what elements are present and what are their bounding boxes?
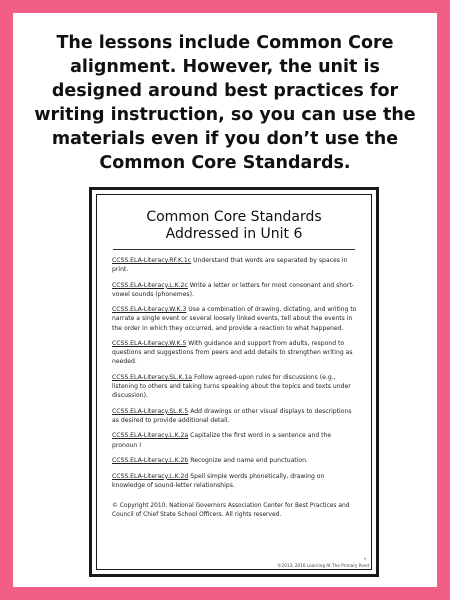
standard-code: CCSS.ELA-Literacy.L.K.2a xyxy=(112,432,189,440)
copyright-notice: © Copyright 2010. National Governors Association Center for Best Practices and Council of Chief State School Officers. All rights reserved. xyxy=(112,502,350,518)
headline: The lessons include Common Core alignment. However, the unit is designed around best practices for writing instruction, so you can use the materials even if you don’t use the Common Core Standards. xyxy=(34,33,416,173)
document-title xyxy=(97,209,371,243)
standard-item xyxy=(112,456,358,465)
standard-item xyxy=(112,472,358,490)
standard-code: CCSS.ELA-Literacy.L.K.2d xyxy=(112,472,189,480)
standard-item xyxy=(112,373,358,400)
standard-text: Capitalize the first word in a sentence and the pronoun I xyxy=(112,432,332,449)
document-title-line2: Addressed in Unit 6 xyxy=(165,226,303,242)
standard-item xyxy=(112,256,358,274)
card xyxy=(13,13,437,587)
standard-code: CCSS.ELA-Literacy.W.K.5 xyxy=(112,340,187,348)
standard-item xyxy=(112,407,358,425)
standard-item xyxy=(112,305,358,332)
document-inner-frame xyxy=(96,194,372,570)
standard-item xyxy=(112,431,358,449)
standard-text: Add drawings or other visual displays to descriptions as desired to provide additional detail. xyxy=(112,407,352,424)
standard-text: Recognize and name end punctuation. xyxy=(188,457,308,465)
document-title-line1: Common Core Standards xyxy=(146,209,322,225)
standard-code: CCSS.ELA-Literacy.RF.K.1c xyxy=(112,257,192,264)
standard-item xyxy=(112,339,358,366)
standard-code: CCSS.ELA-Literacy.SL.K.1a xyxy=(112,373,193,381)
standard-code: CCSS.ELA-Literacy.SL.K.5 xyxy=(112,407,189,415)
standard-code: CCSS.ELA-Literacy.L.K.2b xyxy=(112,457,189,465)
standard-text: Use a combination of drawing, dictating, and writing to narrate a single event or several loosely linked events, tell about the events in the order in which they occurred, and provide a reaction to what happened. xyxy=(112,306,357,332)
standard-item xyxy=(112,281,358,299)
standard-text: Write a letter or letters for most consonant and short-vowel sounds (phonemes). xyxy=(112,281,354,298)
title-divider xyxy=(113,249,355,250)
standard-text: Spell simple words phonetically, drawing on knowledge of sound-letter relationships. xyxy=(112,472,325,489)
standard-text: Follow agreed-upon rules for discussions (e.g., listening to others and taking turns speaking about the topics and texts under discussion). xyxy=(112,373,351,400)
standards-list xyxy=(97,256,371,490)
page-number: 9 xyxy=(363,557,366,561)
standard-code: CCSS.ELA-Literacy.L.K.2c xyxy=(112,281,188,289)
standard-text: With guidance and support from adults, respond to questions and suggestions from peers and add details to strengthen writing as needed. xyxy=(112,340,353,366)
standard-code: CCSS.ELA-Literacy.W.K.3 xyxy=(112,306,187,314)
document-preview xyxy=(89,187,379,577)
credit-line: ©2013, 2016 Learning At The Primary Pond xyxy=(277,563,369,568)
standard-text: Understand that words are separated by spaces in print. xyxy=(112,257,348,274)
